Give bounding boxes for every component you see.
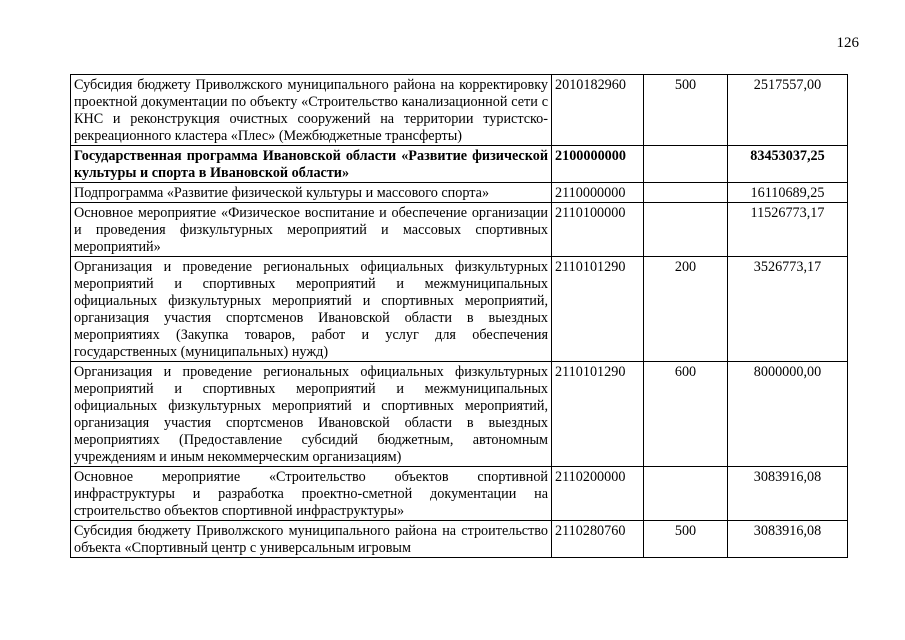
budget-table bbox=[70, 74, 848, 558]
row-expense-type-cell bbox=[644, 146, 728, 183]
row-sum-cell: 83453037,25 bbox=[728, 146, 848, 183]
row-name-cell: Основное мероприятие «Физическое воспитание и обеспечение организации и проведения физкультурных мероприятий и массовых спортивных мероприятий» bbox=[71, 203, 552, 257]
row-code-cell: 2100000000 bbox=[552, 146, 644, 183]
row-code-cell: 2110280760 bbox=[552, 521, 644, 558]
row-sum-cell: 3526773,17 bbox=[728, 257, 848, 362]
row-code-cell: 2110100000 bbox=[552, 203, 644, 257]
row-expense-type-cell: 200 bbox=[644, 257, 728, 362]
row-code-cell: 2010182960 bbox=[552, 75, 644, 146]
table-row bbox=[71, 146, 848, 183]
row-name-cell: Основное мероприятие «Строительство объектов спортивной инфраструктуры и разработка проектно-сметной документации на строительство объектов спортивной инфраструктуры» bbox=[71, 467, 552, 521]
table-row bbox=[71, 467, 848, 521]
table-row bbox=[71, 203, 848, 257]
row-expense-type-cell: 500 bbox=[644, 521, 728, 558]
table-row bbox=[71, 257, 848, 362]
table-row bbox=[71, 362, 848, 467]
row-name-cell: Организация и проведение региональных официальных физкультурных мероприятий и спортивных мероприятий и межмуниципальных официальных физкультурных мероприятий и спортивных мероприятий, организация участия спортсменов Ивановской области в выездных мероприятиях (Предоставление субсидий бюджетным, автономным учреждениям и иным некоммерческим организациям) bbox=[71, 362, 552, 467]
table-row bbox=[71, 75, 848, 146]
row-sum-cell: 11526773,17 bbox=[728, 203, 848, 257]
row-code-cell: 2110000000 bbox=[552, 183, 644, 203]
row-code-cell: 2110200000 bbox=[552, 467, 644, 521]
row-name-cell: Подпрограмма «Развитие физической культуры и массового спорта» bbox=[71, 183, 552, 203]
row-sum-cell: 2517557,00 bbox=[728, 75, 848, 146]
row-expense-type-cell bbox=[644, 203, 728, 257]
row-expense-type-cell: 500 bbox=[644, 75, 728, 146]
row-code-cell: 2110101290 bbox=[552, 362, 644, 467]
row-name-cell: Государственная программа Ивановской области «Развитие физической культуры и спорта в Ивановской области» bbox=[71, 146, 552, 183]
row-expense-type-cell: 600 bbox=[644, 362, 728, 467]
table-row bbox=[71, 521, 848, 558]
row-sum-cell: 3083916,08 bbox=[728, 467, 848, 521]
row-expense-type-cell bbox=[644, 183, 728, 203]
row-name-cell: Субсидия бюджету Приволжского муниципального района на строительство объекта «Спортивный центр с универсальным игровым bbox=[71, 521, 552, 558]
row-code-cell: 2110101290 bbox=[552, 257, 644, 362]
row-sum-cell: 16110689,25 bbox=[728, 183, 848, 203]
page-number: 126 bbox=[836, 35, 859, 51]
row-expense-type-cell bbox=[644, 467, 728, 521]
table-row bbox=[71, 183, 848, 203]
row-sum-cell: 8000000,00 bbox=[728, 362, 848, 467]
budget-table-body bbox=[71, 75, 848, 558]
row-name-cell: Организация и проведение региональных официальных физкультурных мероприятий и спортивных мероприятий и межмуниципальных официальных физкультурных мероприятий и спортивных мероприятий, организация участия спортсменов Ивановской области в выездных мероприятиях (Закупка товаров, работ и услуг для обеспечения государственных (муниципальных) нужд) bbox=[71, 257, 552, 362]
row-name-cell: Субсидия бюджету Приволжского муниципального района на корректировку проектной документации по объекту «Строительство канализационной сети с КНС и реконструкция очистных сооружений на территории туристско-рекреационного кластера «Плес» (Межбюджетные трансферты) bbox=[71, 75, 552, 146]
row-sum-cell: 3083916,08 bbox=[728, 521, 848, 558]
